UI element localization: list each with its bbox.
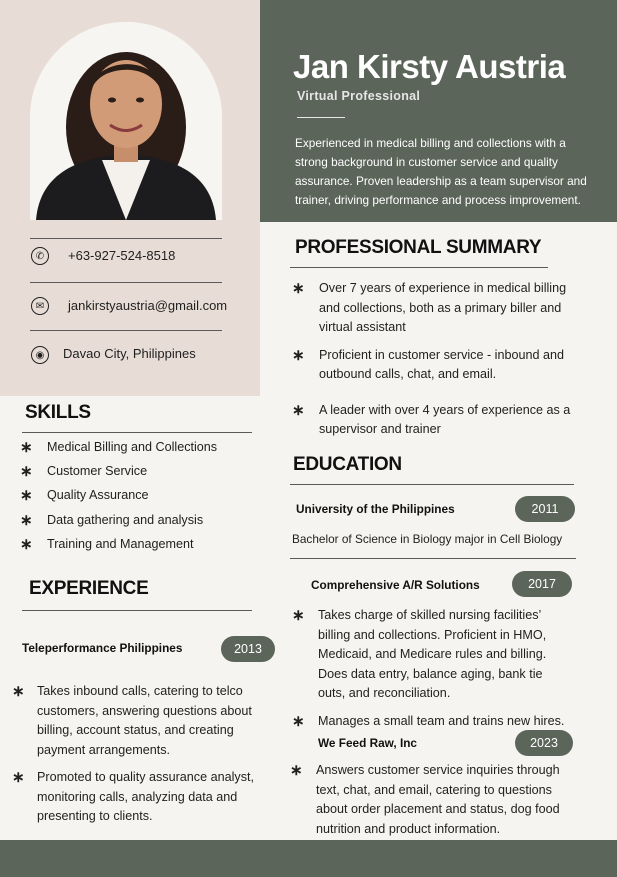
experience-heading: EXPERIENCE (29, 578, 149, 599)
job-bullet: ∗ Answers customer service inquiries through text, chat, and email, catering to questions about order placement and status, dog food nutrition and product information. (290, 762, 560, 836)
job-bullets (12, 682, 267, 827)
job-bullet: ∗ Manages a small team and trains new hires. (292, 712, 565, 730)
skill-item: ∗ Quality Assurance (20, 487, 149, 505)
phone-number: +63-927-524-8518 (68, 248, 176, 263)
summary-heading: PROFESSIONAL SUMMARY (295, 237, 542, 258)
location-pin-icon: ◉ (31, 346, 49, 364)
experience-divider (22, 610, 252, 611)
title-underline (297, 117, 345, 118)
company-name: Comprehensive A/R Solutions (311, 578, 480, 592)
job-bullets (292, 606, 572, 731)
footer-bar (0, 840, 617, 877)
skill-item: ∗ Training and Management (20, 535, 194, 553)
job-bullet: ∗ Promoted to quality assurance analyst, monitoring calls, analyzing data and presenting to clients. (12, 769, 255, 823)
contact-divider (30, 282, 222, 283)
year-badge: 2011 (515, 496, 575, 522)
intro-text: Experienced in medical billing and collections with a strong background in customer service and quality assurance. Proven leadership as a team supervisor and trainer, driving performance and process improvement. (295, 136, 587, 207)
candidate-name: Jan Kirsty Austria (293, 48, 566, 85)
year-badge: 2013 (221, 636, 275, 662)
skill-item: ∗ Customer Service (20, 463, 148, 481)
education-bottom-divider (290, 558, 576, 559)
contact-divider (30, 330, 222, 331)
skills-heading: SKILLS (25, 402, 91, 423)
location-text: Davao City, Philippines (63, 346, 196, 361)
job-bullets (290, 761, 580, 839)
skill-item: ∗ Medical Billing and Collections (20, 439, 218, 456)
year-badge: 2017 (512, 571, 572, 597)
education-divider (290, 484, 574, 485)
company-name: Teleperformance Philippines (22, 641, 183, 655)
summary-item: ∗ Proficient in customer service - inbound and outbound calls, chat, and email. (292, 346, 565, 381)
job-bullet: ∗ Takes charge of skilled nursing facilities’ billing and collections. Proficient in HMO, Medicaid, and Medicare rules and billing. Does data entry, balance aging, bank tie outs, and reconciliation. (292, 607, 547, 700)
envelope-icon: ✉ (31, 297, 49, 315)
skills-divider (22, 432, 252, 433)
email-address: jankirstyaustria@gmail.com (68, 298, 228, 313)
education-heading: EDUCATION (293, 454, 402, 475)
skills-list (20, 438, 255, 554)
year-badge: 2023 (515, 730, 573, 756)
degree-text: Bachelor of Science in Biology major in Cell Biology (292, 532, 563, 546)
summary-list (292, 279, 574, 440)
contact-divider (30, 238, 222, 239)
summary-item: ∗ Over 7 years of experience in medical billing and collections, both as a primary biller and virtual assistant (292, 280, 567, 334)
company-name: We Feed Raw, Inc (318, 736, 417, 750)
school-name: University of the Philippines (296, 502, 455, 516)
profile-photo (30, 22, 222, 220)
summary-divider (290, 267, 548, 268)
job-bullet: ∗ Takes inbound calls, catering to telco customers, answering questions about billing, account status, and creating payment arrangements. (12, 683, 252, 757)
summary-item: ∗ A leader with over 4 years of experience as a supervisor and trainer (292, 401, 571, 436)
skill-item: ∗ Data gathering and analysis (20, 511, 204, 529)
phone-icon: ✆ (31, 247, 49, 265)
job-title: Virtual Professional (297, 89, 421, 103)
